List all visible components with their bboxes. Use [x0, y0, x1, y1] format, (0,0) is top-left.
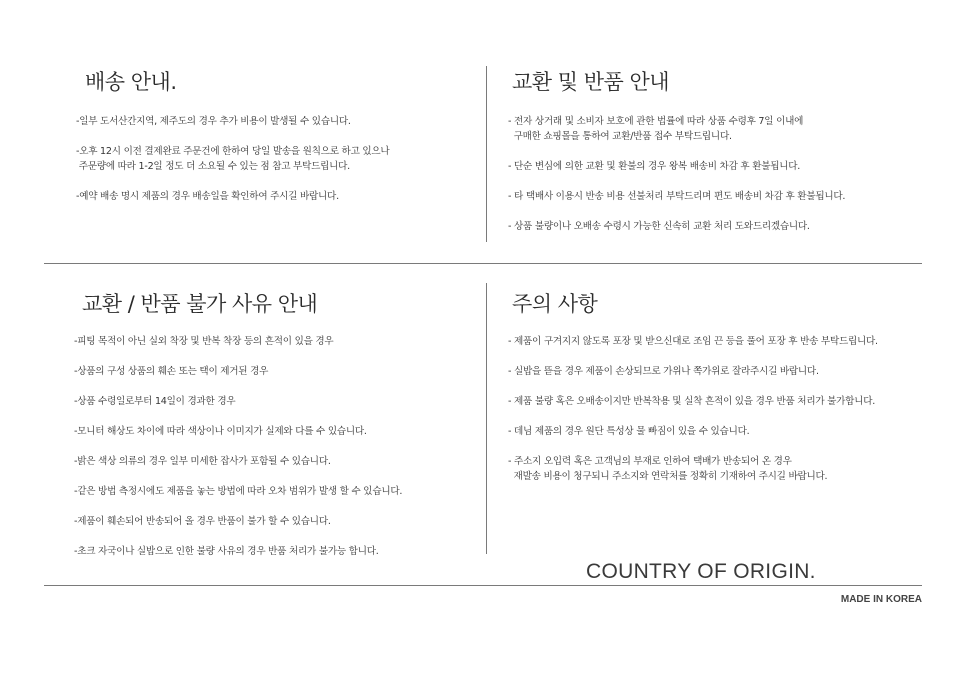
list-spacer	[74, 439, 402, 454]
list-item: - 타 택배사 이용시 반송 비용 선불처리 부탁드리며 편도 배송비 차감 후 환불됩니다.	[508, 191, 846, 202]
list-item: 구매한 쇼핑몰을 통하여 교환/반품 접수 부탁드립니다.	[508, 131, 732, 142]
list-item: - 상품 불량이나 오배송 수령시 가능한 신속히 교환 처리 도와드리겠습니다.	[508, 221, 810, 232]
list-spacer	[508, 204, 845, 219]
delivery-info-list	[76, 114, 389, 204]
list-spacer	[508, 439, 878, 454]
list-item: - 단순 변심에 의한 교환 및 환불의 경우 왕복 배송비 차감 후 환불됩니다.	[508, 161, 801, 172]
list-spacer	[74, 499, 402, 514]
no-exchange-section	[74, 288, 402, 559]
list-spacer	[76, 129, 389, 144]
list-spacer	[508, 144, 845, 159]
delivery-info-title: 배송 안내.	[85, 70, 177, 94]
list-item: -같은 방법 측정시에도 제품을 놓는 방법에 따라 오차 범위가 발생 할 수 있습니다.	[74, 486, 403, 497]
made-in-label: MADE IN KOREA	[840, 594, 922, 605]
list-spacer	[508, 379, 878, 394]
list-item: -일부 도서산간지역, 제주도의 경우 추가 비용이 발생될 수 있습니다.	[76, 116, 351, 127]
list-spacer	[508, 349, 878, 364]
list-item: -오후 12시 이전 결제완료 주문건에 한하여 당일 발송을 원칙으로 하고 있으나	[76, 146, 390, 157]
list-item: -초크 자국이나 실밥으로 인한 불량 사유의 경우 반품 처리가 불가능 합니다.	[74, 546, 379, 557]
precautions-section	[508, 288, 878, 484]
list-item: - 전자 상거래 및 소비자 보호에 관한 법률에 따라 상품 수령후 7일 이내에	[508, 116, 804, 127]
list-spacer	[74, 409, 402, 424]
country-of-origin-title: COUNTRY OF ORIGIN.	[586, 560, 816, 583]
delivery-info-section	[76, 66, 389, 204]
list-item: -모니터 해상도 차이에 따라 색상이나 이미지가 실제와 다를 수 있습니다.	[74, 426, 367, 437]
vertical-divider-bottom	[486, 283, 487, 554]
no-exchange-title: 교환 / 반품 불가 사유 안내	[82, 292, 318, 316]
list-spacer	[74, 469, 402, 484]
list-item: 주문량에 따라 1-2일 정도 더 소요될 수 있는 점 참고 부탁드립니다.	[76, 161, 350, 172]
list-item: -제품이 훼손되어 반송되어 올 경우 반품이 불가 할 수 있습니다.	[74, 516, 331, 527]
list-item: -예약 배송 명시 제품의 경우 배송일을 확인하여 주시길 바랍니다.	[76, 191, 339, 202]
list-spacer	[74, 349, 402, 364]
precautions-list	[508, 334, 878, 484]
no-exchange-list	[74, 334, 402, 559]
list-spacer	[74, 379, 402, 394]
list-spacer	[508, 409, 878, 424]
list-item: -상품 수령일로부터 14일이 경과한 경우	[74, 396, 236, 407]
list-spacer	[74, 529, 402, 544]
list-item: - 데님 제품의 경우 원단 특성상 물 빠짐이 있을 수 있습니다.	[508, 426, 750, 437]
exchange-return-list	[508, 114, 845, 234]
exchange-return-section	[508, 66, 845, 234]
list-spacer	[508, 174, 845, 189]
list-item: 재발송 비용이 청구되니 주소지와 연락처를 정확히 기재하여 주시길 바랍니다.	[508, 471, 828, 482]
list-spacer	[76, 174, 389, 189]
precautions-title: 주의 사항	[512, 292, 598, 316]
list-item: - 제품이 구겨지지 않도록 포장 및 받으신대로 조임 끈 등을 풀어 포장 후 반송 부탁드립니다.	[508, 336, 878, 347]
list-item: - 제품 불량 혹은 오배송이지만 반복착용 및 실착 흔적이 있을 경우 반품 처리가 불가합니다.	[508, 396, 876, 407]
horizontal-divider-middle	[44, 263, 922, 264]
list-item: - 주소지 오입력 혹은 고객님의 부재로 인하여 택배가 반송되어 온 경우	[508, 456, 792, 467]
list-item: -밝은 색상 의류의 경우 일부 미세한 잡사가 포함될 수 있습니다.	[74, 456, 331, 467]
list-item: - 실밥을 뜯을 경우 제품이 손상되므로 가위나 쪽가위로 잘라주시길 바랍니다.	[508, 366, 819, 377]
exchange-return-title: 교환 및 반품 안내	[512, 70, 670, 94]
list-item: -피팅 목적이 아닌 실외 착장 및 반복 착장 등의 흔적이 있을 경우	[74, 336, 334, 347]
horizontal-divider-bottom	[44, 585, 922, 586]
vertical-divider-top	[486, 66, 487, 242]
list-item: -상품의 구성 상품의 훼손 또는 택이 제거된 경우	[74, 366, 269, 377]
